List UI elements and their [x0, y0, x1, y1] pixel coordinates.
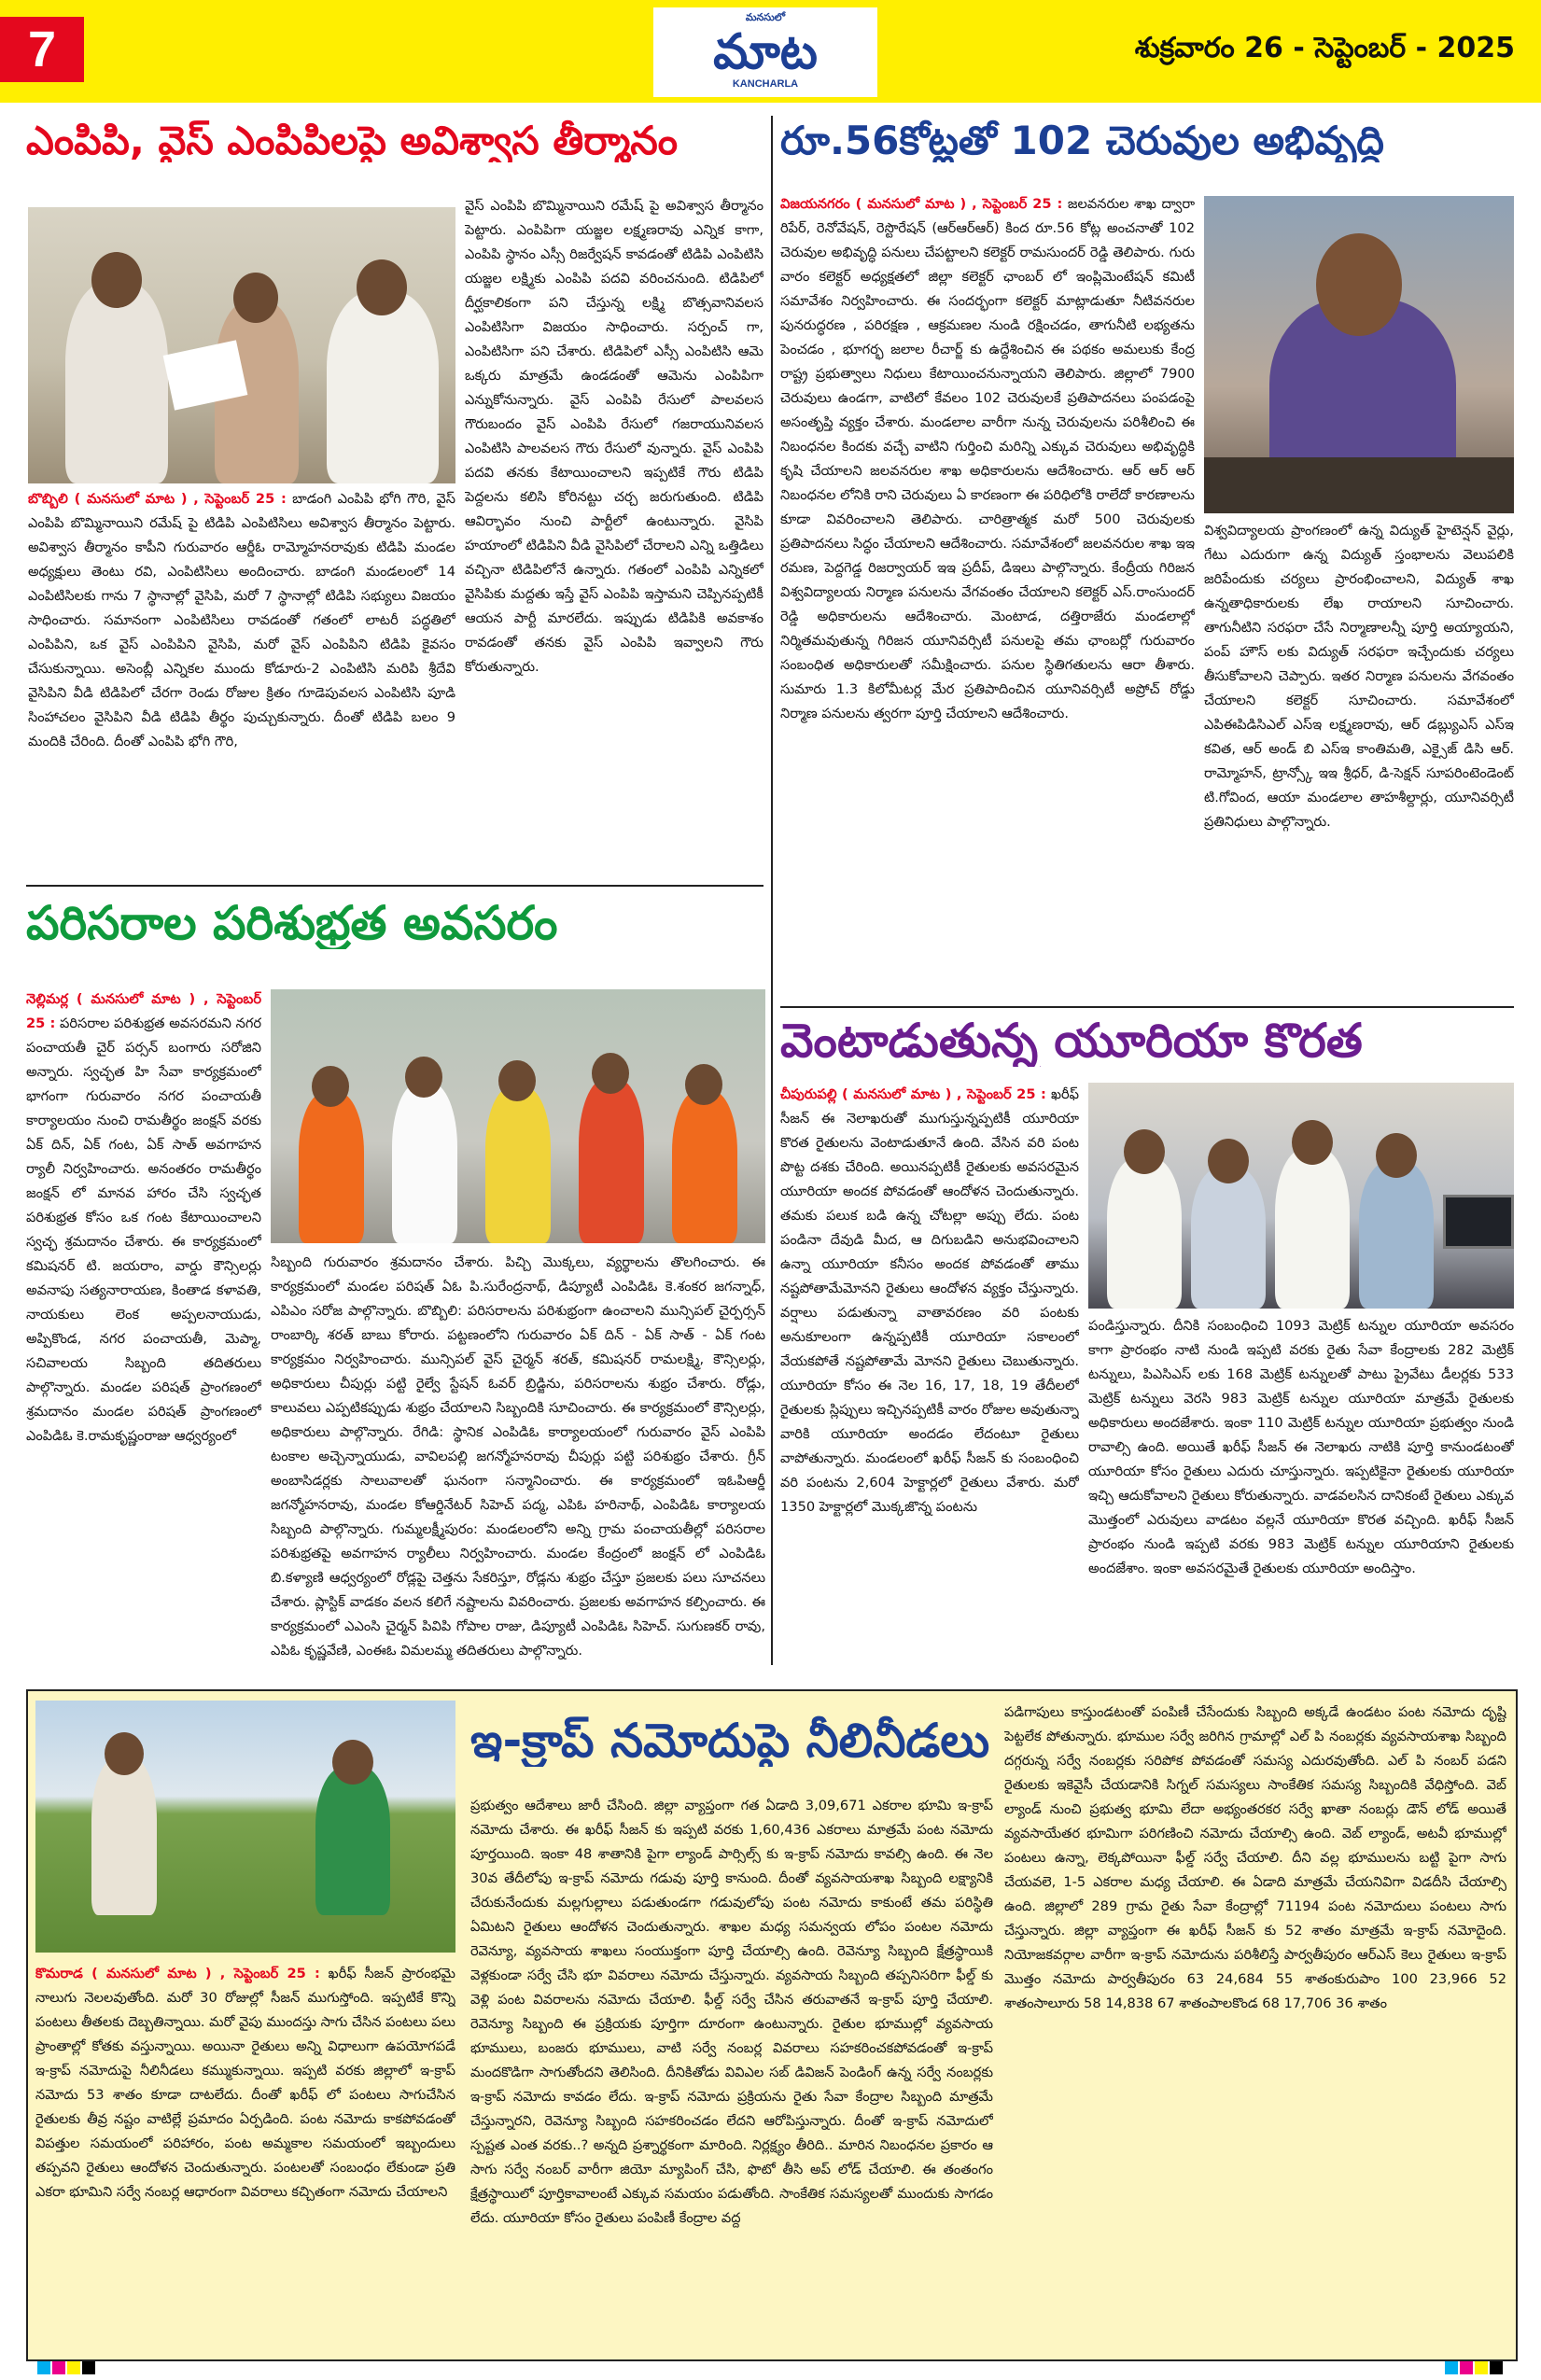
article-urea-col2 — [1088, 1314, 1514, 1669]
registration-mark — [1475, 2361, 1488, 2374]
ecrop-article-box — [26, 1689, 1518, 2361]
body-ecrop-1: ఖరీఫ్ సీజన్ ప్రారంభమై నాలుగు నెలలవుతోంది. మరో 30 రోజుల్లో సీజన్ ముగుస్తోంది. ఇప్పటికే కొన్ని పంటలు తీతలకు దెబ్బతిన్నాయి. మరో వైపు ముందస్తు సాగు చేసిన పంటలు పలు ప్రాంతాల్లో కోతకు వస్తున్నాయి. అయినా రైతులు అన్ని విధాలుగా ఉపయోగపడే ఇ-క్రాప్ నమోదుపై నీలినీడలు కమ్ముకున్నాయి. ఇప్పటి వరకు జిల్లాలో ఇ-క్రాప్ నమోదు 53 శాతం కూడా దాటలేదు. దీంతో ఖరీఫ్ లో పంటలు సాగుచేసిన రైతులకు తీవ్ర నష్టం వాటిల్లే ప్రమాదం ఏర్పడింది. పంట నమోదు కాకపోవడంతో విపత్తుల సమయంలో పరిహారం, పంట అమ్మకాల సమయంలో ఇబ్బందులు తప్పవని రైతులు ఆందోళన చెందుతున్నారు. పంటలతో సంబంధం లేకుండా ప్రతి ఎకరా భూమిని సర్వే నంబర్ల ఆధారంగా వివరాలు కచ్చితంగా నమోదు చేయాలని — [35, 1966, 455, 2200]
headline-no-confidence: ఎంపిపి, వైస్ ఎంపిపిలపై అవిశ్వాస తీర్మానం — [26, 119, 679, 163]
article-ecrop-col3 — [1004, 1701, 1506, 2350]
body-cleanliness-1: పరిసరాల పరిశుభ్రత అవసరమని నగర పంచాయతీ చైర్ పర్సన్ బంగారు సరోజిని అన్నారు. స్వచ్ఛత హి సేవా కార్యక్రమంలో భాగంగా గురువారం నగర పంచాయతీ కార్యాలయం నుంచి రామతీర్థం జంక్షన్ వరకు ఏక్ దిన్, ఏక్ గంట, ఏక్ సాత్ అవగాహన ర్యాలీ నిర్వహించారు. అనంతరం రామతీర్థం జంక్షన్ లో మానవ హారం చేసి స్వచ్ఛత పరిశుభ్రత కోసం ఒక గంట కేటాయించాలని స్వచ్ఛ శ్రమదానం చేశారు. ఈ కార్యక్రమంలో కమిషనర్ టి. జయరాం, వార్డు కౌన్సిలర్లు అవనాపు సత్యనారాయణ, కింతాడ కళావతి, నాయకులు లెంక అప్పలనాయుడు, అప్పికొండ, నగర పంచాయతీ, మెప్మా, సచివాలయ సిబ్బంది తదితరులు పాల్గొన్నారు. మండల పరిషత్ ప్రాంగణంలో శ్రమదానం మండల పరిషత్ ప్రాంగణంలో ఎంపిడిఓ కె.రామకృష్ణంరాజు ఆధ్వర్యంలో — [26, 1015, 261, 1444]
body-tanks-2: విశ్వవిద్యాలయ ప్రాంగణంలో ఉన్న విద్యుత్ హైటెన్షన్ వైర్లు, గేటు ఎదురుగా ఉన్న విద్యుత్ స్తంభాలను వెలుపలికి జరిపేందుకు చర్యలు ప్రారంభించాలని, విద్యుత్ శాఖ ఉన్నతాధికారులకు లేఖ రాయాలని సూచించారు. తాగునీటిని సరఫరా చేసే నిర్మాణాలన్నీ పూర్తి అయ్యాయని, పంప్ హౌస్ లకు విద్యుత్ సరఫరా ఇచ్చేందుకు చర్యలు తీసుకోవాలని చెప్పారు. ఇతర నిర్మాణ పనులను వేగవంతం చేయాలని కలెక్టర్ సూచించారు. సమావేశంలో ఎపిఈపిడిసిఎల్ ఎస్ఇ లక్ష్మణరావు, ఆర్ డబ్ల్యుఎస్ ఎస్ఇ కవిత, ఆర్ అండ్ బి ఎస్ఇ కాంతిమతి, ఎక్సైజ్ డిసి ఆర్. రామ్మోహన్, ట్రాన్స్కో ఇఇ శ్రీధర్, డి-సెక్షన్ సూపరింటెండెంట్ టి.గోవింద, ఆయా మండలాల తాహశీల్దార్లు, యూనివర్సిటీ ప్రతినిధులు పాల్గొన్నారు. — [1204, 523, 1514, 830]
registration-mark — [1445, 2361, 1458, 2374]
article-urea-col1 — [780, 1083, 1079, 1669]
dateline-urea: చీపురుపల్లి ( మనసులో మాట ) , సెప్టెంబర్ 25 : — [780, 1086, 1046, 1102]
body-no-confidence-1: బాడంగి ఎంపిపి భోగి గౌరి, వైస్ ఎంపిపి బొమ్మినాయిని రమేష్ పై టిడిపి ఎంపిటిసిలు అవిశ్వాస తీర్మానం పెట్టారు. అవిశ్వాస తీర్మానం కాపీని గురువారం ఆర్డీఓ రామ్మోహనరావుకు టిడిపి మండల అధ్యక్షులు తెంటు రవి, ఎంపిటిసిలు అందించారు. బాడంగి మండలంలో 14 ఎంపిటిసిలకు గాను 7 స్థానాల్లో వైసిపి, మరో 7 స్థానాల్లో టిడిపి సభ్యులు విజయం సాధించారు. సమానంగా ఎంపిటిసిలు రావడంతో గతంలో లాటరీ పద్ధతిలో ఎంపిపిని, ఒక వైస్ ఎంపిపిని వైసిపి, మరో వైస్ ఎంపిపిని టిడిపి కైవసం చేసుకున్నాయి. అసెంబ్లీ ఎన్నికల ముందు కోడూరు-2 ఎంపిటిసి మరిపి శ్రీదేవి వైసిపిని వీడి టిడిపిలో చేరగా రెండు రోజుల క్రితం గూడెపువలస ఎంపిటిసి పూడి సింహాచలం వైసిపిని వీడి టిడిపి తీర్థం పుచ్చుకున్నారు. దీంతో టిడిపి బలం 9 మందికి చేరింది. దీంతో ఎంపిపి భోగి గౌరి, — [28, 491, 455, 749]
page-number: 7 — [0, 17, 84, 82]
headline-cleanliness: పరిసరాల పరిశుభ్రత అవసరం — [26, 898, 558, 949]
dateline-ecrop: కొమరాడ ( మనసులో మాట ) , సెప్టెంబర్ 25 : — [35, 1966, 320, 1981]
photo-officials-submitting-petition — [28, 207, 455, 483]
section-divider — [780, 1006, 1514, 1008]
article-ecrop-col1 — [35, 1962, 455, 2350]
photo-collector-at-desk — [1204, 196, 1514, 513]
photo-cleanliness-drive — [271, 989, 765, 1243]
headline-urea: వెంటాడుతున్న యూరియా కొరత — [780, 1015, 1363, 1067]
body-urea-2: పండిస్తున్నారు. దీనికి సంబంధించి 1093 మెట్రిక్ టన్నుల యూరియా అవసరం కాగా ప్రారంభం నాటి నుండి ఇప్పటి వరకు రైతు సేవా కేంద్రాలకు 282 మెట్రిక్ టన్నులు, పిఎసిఎస్ లకు 168 మెట్రిక్ టన్నులతో పాటు ప్రైవేటు డీలర్లకు 533 మెట్రిక్ టన్నులు వెరసి 983 మెట్రిక్ టన్నుల యూరియా మాత్రమే రైతులకు అధికారులు అందజేశారు. ఇంకా 110 మెట్రిక్ టన్నుల యూరియా ప్రభుత్వం నుండి రావాల్సి ఉంది. అయితే ఖరీఫ్ సీజన్ ఈ నెలాఖరు నాటికి పూర్తి కానుండటంతో యూరియా కోసం రైతులు ఎదురు చూస్తున్నారు. ఇప్పటికైనా రైతులకు యూరియా ఇచ్చి ఆదుకోవాలని రైతులు కోరుతున్నారు. వాడవలసిన దానికంటే రైతులు ఎక్కువ మొత్తంలో ఎరువులు వాడటం వల్లనే యూరియా కొరత వచ్చింది. ఖరీఫ్ సీజన్ ప్రారంభం నుండి ఇప్పటి వరకు 983 మెట్రిక్ టన్నుల యూరియాని రైతులకు అందజేశాం. ఇంకా అవసరమైతే రైతులకు యూరియా అందిస్తాం. — [1088, 1318, 1514, 1576]
dateline-tanks: విజయనగరం ( మనసులో మాట ) , సెప్టెంబర్ 25 : — [780, 196, 1063, 212]
masthead — [0, 0, 1541, 103]
body-urea-1: ఖరీఫ్ సీజన్ ఈ నెలాఖరుతో ముగుస్తున్నప్పటికీ యూరియా కొరత రైతులను వెంటాడుతూనే ఉంది. వేసిన వరి పంట పొట్ట దశకు చేరింది. అయినప్పటికీ రైతులకు అవసరమైన యూరియా అందక పోవడంతో ఆందోళన చెందుతున్నారు. తమకు పలుక బడి ఉన్న చోటల్లా అప్పు లేదు. పంట పండినా దేవుడి మీద, ఆ దిగుబడిని అనుభవించాలని ఉన్నా యూరియా కనీసం అందక పోవడంతో తాము నష్టపోతామేమోనని రైతులు ఆందోళన వ్యక్తం చేస్తున్నారు. వర్షాలు పడుతున్నా వాతావరణం వరి పంటకు అనుకూలంగా ఉన్నప్పటికీ యూరియా సకాలంలో వేయకపోతే నష్టపోతామే మోనని రైతులు చెబుతున్నారు. యూరియా కోసం ఈ నెల 16, 17, 18, 19 తేదీలలో రైతులకు స్లిప్పులు ఇచ్చినప్పటికీ వారం రోజుల అవుతున్నా వారికి యూరియా అందడం లేదంటూ రైతులు వాపోతున్నారు. మండలంలో ఖరీఫ్ సీజన్ కు సంబంధించి వరి పంటను 2,604 హెక్టార్లలో రైతులు వేశారు. మరో 1350 హెక్టార్లలో మొక్కజొన్న పంటను — [780, 1086, 1079, 1515]
photo-paddy-field-survey — [35, 1701, 455, 1953]
registration-mark — [52, 2361, 65, 2374]
column-divider — [771, 116, 773, 1665]
article-tanks-col1 — [780, 192, 1195, 999]
logo-name: మాట — [713, 24, 818, 80]
dateline-cleanliness: నెల్లిమర్ల ( మనసులో మాట ) , సెప్టెంబర్ 25 : — [26, 991, 261, 1031]
body-ecrop-3: పడిగాపులు కాస్తుండటంతో పంపిణీ చేసేందుకు సిబ్బంది అక్కడే ఉండటం పంట నమోదు దృష్టి పెట్టలేక పోతున్నారు. భూముల సర్వే జరిగిన గ్రామాల్లో ఎల్ పి నంబర్లకు వ్యవసాయశాఖ సిబ్బంది దగ్గరున్న సర్వే నంబర్లకు సరిపోక పోవడంతో సమస్య ఎదురవుతోంది. ఎల్ పి నంబర్ పడని రైతులకు ఇకెవైసీ చేయడానికి సిగ్నల్ సమస్యలు సాంకేతిక సమస్య సిబ్బందికి వేధిస్తోంది. వెబ్ ల్యాండ్ నుంచి ప్రభుత్వ భూమి లేదా అభ్యంతరకర సర్వే ఖాతా నంబర్లు డౌన్ లోడ్ అయితే వ్యవసాయేతర భూమిగా పరిగణించి నమోదు చేయాల్సి ఉంది. వెబ్ ల్యాండ్, అటవీ భూముల్లో పంటలు ఉన్నా, లెక్కపోయినా ఫీల్డ్ సర్వే చేయాలి. దీని వల్ల భూములను బట్టి పైగా సాగు చేయవలె, 1-5 ఎకరాల మధ్య చేయాలి. ఈ ఏడాది మాత్రమే చేయనివిగా విడదీసి చేయాల్సి ఉంది. జిల్లాలో 289 గ్రామ రైతు సేవా కేంద్రాల్లో 71194 పంట నమోదులు పంటలు సాగు చేస్తున్నారు. జిల్లా వ్యాప్తంగా ఈ ఖరీఫ్ సీజన్ కు 52 శాతం మాత్రమే ఇ-క్రాప్ నమోదైంది. నియోజకవర్గాల వారీగా ఇ-క్రాప్ నమోదును పరిశీలిస్తే పార్వతీపురం ఆర్ఎస్ కెలు రైతులు ఇ-క్రాప్ మొత్తం నమోదు పార్వతీపురం 63 24,684 55 శాతంకురుపాం 100 23,966 52 శాతంసాలూరు 58 14,838 67 శాతంపాలకొండ 68 17,706 36 శాతం — [1004, 1704, 1506, 2011]
issue-date: శుక్రవారం 26 - సెప్టెంబర్ - 2025 — [1134, 32, 1515, 64]
body-tanks-1: జలవనరుల శాఖ ద్వారా రిపేర్, రెనోవేషన్, రెస్టొరేషన్ (ఆర్ఆర్ఆర్) కింద రూ.56 కోట్ల అంచనాతో 102 చెరువుల అభివృద్ధి పనులు చేపట్టాలని కలెక్టర్ రామసుందర్ రెడ్డి తెలిపారు. గురు వారం కలెక్టర్ అధ్యక్షతలో జిల్లా కలెక్టర్ ఛాంబర్ లో ఇంప్లిమెంటేషన్ కమిటీ సమావేశం నిర్వహించారు. ఈ సందర్భంగా కలెక్టర్ మాట్లాడుతూ నీటివనరుల పునరుద్ధరణ , పరిరక్షణ , ఆక్రమణల నుండి రక్షించడం, తాగునీటి లభ్యతను పెంచడం , భూగర్భ జలాల రీచార్జ్ కు ఉద్దేశించిన ఈ పథకం అమలుకు కేంద్ర రాష్ట్ర ప్రభుత్వాలు నిధులు కేటాయించనున్నాయని తెలిపారు. జిల్లాలో 7900 చెరువులు ఉండగా, వాటిలో కేవలం 102 చెరువులకే ప్రతిపాదనలు పంపడంపై అసంతృప్తి వ్యక్తం చేశారు. మండలాల వారీగా నున్న చెరువులను పరిశీలించి ఈ నిబంధనల కిందకు వచ్చే వాటిని గుర్తించి మరిన్ని ఎక్కువ చెరువులు అభివృద్ధికి కృషి చేయాలని జలవనరుల శాఖ అధికారులను ఆదేశించారు. ఆర్ ఆర్ ఆర్ నిబంధనల లోనికి రాని చెరువులు ఏ కారణంగా ఈ పరిధిలోకి రాలేదో కారణాలను కూడా వివరించాలని తెలిపారు. చారిత్రాత్మక మరో 500 చెరువులకు ప్రతిపాదనలు సిద్ధం చేయాలని ఆదేశించారు. సమావేశంలో జలవనరుల శాఖ ఇఇ రమణ, పెద్దగెడ్డ రిజర్వాయర్ ఇఇ ప్రదీప్, డిఇలు పాల్గొన్నారు. కేంద్రీయ గిరిజన విశ్వవిద్యాలయ నిర్మాణ పనులను వేగవంతం చేయాలని కలెక్టర్ ఎస్.రాంసుందర్ రెడ్డి అధికారులను ఆదేశించారు. మెంటాడ, దత్తిరాజేరు మండలాల్లో నిర్మితమవుతున్న గిరిజన యూనివర్సిటీ పనులపై తమ ఛాంబర్లో గురువారం సంబంధిత అధికారులతో సమీక్షించారు. పనుల స్థితిగతులను ఆరా తీశారు. సుమారు 1.3 కిలోమీటర్ల మేర ప్రతిపాదించిన యూనివర్సిటీ అప్రోచ్ రోడ్డు నిర్మాణ పనులను త్వరగా పూర్తి చేయాలని ఆదేశించారు. — [780, 196, 1195, 721]
newspaper-logo — [653, 7, 877, 97]
dateline-no-confidence: బొబ్బిలి ( మనసులో మాట ) , సెప్టెంబర్ 25 : — [28, 491, 287, 507]
registration-mark — [67, 2361, 80, 2374]
registration-mark — [82, 2361, 95, 2374]
body-ecrop-2: ప్రభుత్వం ఆదేశాలు జారీ చేసింది. జిల్లా వ్యాప్తంగా గత ఏడాది 3,09,671 ఎకరాల భూమి ఇ-క్రాప్ నమోదు చేశారు. ఈ ఖరీఫ్ సీజన్ కు ఇప్పటి వరకు 1,60,436 ఎకరాలు మాత్రమే పంట నమోదు పూర్తయింది. ఇంకా 48 శాతానికి పైగా ల్యాండ్ పార్సిల్స్ కు ఇ-క్రాప్ నమోదు కావల్సి ఉంది. ఈ నెల 30వ తేదీలోపు ఇ-క్రాప్ నమోదు గడువు పూర్తి కానుంది. దీంతో వ్యవసాయశాఖ సిబ్బంది లక్ష్యానికి చేరుకునేందుకు మల్లగుల్లాలు పడుతుండగా గడువులోపు పంట నమోదు కాకుంటే తమ పరిస్థితి ఏమిటని రైతులు ఆందోళన చెందుతున్నారు. శాఖల మధ్య సమన్వయ లోపం పంటల నమోదు రెవెన్యూ, వ్యవసాయ శాఖలు సంయుక్తంగా పూర్తి చేయాల్సి ఉంది. రెవెన్యూ సిబ్బంది క్షేత్రస్థాయికి వెళ్లకుండా సర్వే చేసి భూ వివరాలు నమోదు చేస్తున్నారు. వ్యవసాయ సిబ్బంది తప్పనిసరిగా ఫీల్డ్ కు వెళ్లి పంట వివరాలను నమోదు చేయాలి. ఫీల్డ్ సర్వే చేసిన తరువాతనే ఇ-క్రాప్ పూర్తి చేయాలి. రెవెన్యూ సిబ్బంది ఈ ప్రక్రియకు పూర్తిగా దూరంగా ఉంటున్నారు. రైతుల భూముల్లో వ్యవసాయ భూములు, బంజరు భూములు, వాటి సర్వే నంబర్ల వివరాలు సహకరించకపోవడంతో ఇ-క్రాప్ మందకొడిగా సాగుతోందని తెలిసింది. దీనికితోడు వివిఎల సబ్ డివిజన్ పెండింగ్ ఉన్న సర్వే నంబర్లకు ఇ-క్రాప్ నమోదు కావడం లేదు. ఇ-క్రాప్ నమోదు ప్రక్రియను రైతు సేవా కేంద్రాల సిబ్బంది మాత్రమే చేస్తున్నారని, రెవెన్యూ సిబ్బంది సహకరించడం లేదని ఆరోపిస్తున్నారు. దీంతో ఇ-క్రాప్ నమోదులో స్పష్టత ఎంత వరకు..? అన్నది ప్రశ్నార్థకంగా మారింది. నిర్లక్ష్యం తీరిది.. మారిన నిబంధనల ప్రకారం ఆ సాగు సర్వే నంబర్ వారీగా జియో మ్యాపింగ్ చేసి, ఫొటో తీసి అప్ లోడ్ చేయాలి. ఈ తంతంగం క్షేత్రస్థాయిలో పూర్తికావాలంటే ఎక్కువ సమయం పడుతోంది. సాంకేతిక సమస్యలతో ముందుకు సాగడం లేదు. యూరియా కోసం రైతులు పంపిణీ కేంద్రాల వద్ద — [470, 1798, 993, 2226]
article-no-confidence-col2 — [465, 194, 763, 866]
body-cleanliness-2: సిబ్బంది గురువారం శ్రమదానం చేశారు. పిచ్చి మొక్కలు, వ్యర్థాలను తొలగించారు. ఈ కార్యక్రమంలో మండల పరిషత్ ఏఓ పి.సురేంద్రనాథ్, డిప్యూటీ ఎంపిడిఓ కె.శంకర జగన్నాధ్, ఎపిఎం సరోజ పాల్గొన్నారు. బొబ్బిలి: పరిసరాలను పరిశుభ్రంగా ఉంచాలని మున్సిపల్ చైర్పర్సన్ రాంబార్కి శరత్ బాబు కోరారు. పట్టణంలోని గురువారం ఏక్ దిన్ - ఏక్ సాత్ - ఏక్ గంట కార్యక్రమం నిర్వహించారు. మున్సిపల్ వైస్ చైర్మన్ శరత్, కమిషనర్ రామలక్ష్మి, కౌన్సిలర్లు, అధికారులు చీపుర్లు పట్టి రైల్వే స్టేషన్ ఓవర్ బ్రిడ్జిను, పరిసరాలను శుభ్రం చేశారు. రోడ్లు, కాలువలు ఎప్పటికప్పుడు శుభ్రం చేయాలని సిబ్బందికి సూచించారు. ఈ కార్యక్రమంలో కౌన్సిలర్లు, అధికారులు పాల్గొన్నారు. రేగిడి: స్థానిక ఎంపిడిఓ కార్యాలయంలో గురువారం వైస్ ఎంపిపి టంకాల అచ్చెన్నాయుడు, వావిలపల్లి జగన్మోహనరావు చీపుర్లు పట్టి పరిశుభ్రం చేశారు. గ్రీన్ అంబాసిడర్లకు సాలువాలతో ఘనంగా సన్మానించారు. ఈ కార్యక్రమంలో ఇఓపిఆర్డీ జగన్మోహనరావు, మండల కోఆర్డినేటర్ సిహెచ్ పద్మ, ఎపిఓ హరినాథ్, ఎంపిడిఓ కార్యాలయ సిబ్బంది పాల్గొన్నారు. గుమ్మలక్ష్మీపురం: మండలంలోని అన్ని గ్రామ పంచాయతీల్లో పరిసరాల పరిశుభ్రతపై అవగాహన ర్యాలీలు నిర్వహించారు. మండల కేంద్రంలో జంక్షన్ లో ఎంపిడిఓ బి.కళ్యాణి ఆధ్వర్యంలో రోడ్లపై చెత్తను సేకరిస్తూ, రోడ్లను శుభ్రం చేస్తూ ప్రజలకు పలు సూచనలు చేశారు. ప్లాస్టిక్ వాడకం వలన కలిగే నష్టాలను వివరించారు. ప్రజలకు అవగాహన కల్పించారు. ఈ కార్యక్రమంలో ఎఎంసి చైర్మన్ పివిపి గోపాల రాజు, డిప్యూటీ ఎంపిడిఓ సిహెచ్. సుగుణకర్ రావు, ఎపిఓ కృష్ణవేణి, ఎంఈఓ విమలమ్మ తదితరులు పాల్గొన్నారు. — [271, 1254, 765, 1659]
photo-farmers-queue — [1088, 1083, 1514, 1309]
article-cleanliness-col1 — [26, 987, 261, 1669]
article-no-confidence-col1 — [28, 487, 455, 866]
headline-ecrop: ఇ-క్రాప్ నమోదుపై నీలినీడలు — [470, 1715, 990, 1767]
registration-mark — [37, 2361, 50, 2374]
article-cleanliness-col2 — [271, 1251, 765, 1669]
registration-mark — [1460, 2361, 1473, 2374]
article-ecrop-col2 — [470, 1794, 993, 2350]
logo-sub: KANCHARLA — [732, 78, 799, 90]
section-divider — [26, 885, 763, 887]
headline-tanks: రూ.56కోట్లతో 102 చెరువుల అభివృద్ధి — [780, 119, 1384, 163]
logo-tagline: మనసులో — [745, 11, 786, 23]
body-no-confidence-2: వైస్ ఎంపిపి బొమ్మినాయిని రమేష్ పై అవిశ్వాస తీర్మానం పెట్టారు. ఎంపిపిగా యజ్జల లక్ష్మణరావు ఎన్నిక కాగా, ఎంపిపి స్థానం ఎస్సీ రిజర్వేషన్ కావడంతో టిడిపి ఎంపిటిసి యజ్జల లక్ష్మికు ఎంపిపి పదవి వరించనుంది. టిడిపిలో దీర్ఘకాలికంగా పని చేస్తున్న లక్ష్మి బొత్సవానివలస ఎంపిటిసిగా విజయం సాధించారు. సర్పంచ్ గా, ఎంపిటిసిగా పని చేశారు. టిడిపిలో ఎస్సీ ఎంపిటిసి ఆమె ఒక్కరు మాత్రమే ఉండడంతో ఆమెను ఎంపిపిగా ఎన్నుకోనున్నారు. వైస్ ఎంపిపి రేసులో పాలవలస గౌరుబందం వైస్ ఎంపిపి రేసులో గజరాయునివలస ఎంపిటిసి పాలవలస గౌరు రేసులో వున్నారు. వైస్ ఎంపిపి పదవి తనకు కేటాయించాలని ఇప్పటికే గౌరు టిడిపి పెద్దలను కలిసి కోరినట్టు చర్చ జరుగుతుంది. టిడిపి ఆవిర్భావం నుంచి పార్టీలో ఉంటున్నారు. వైసిపి హయాంలో టిడిపిని వీడి వైసిపిలో చేరాలని ఎన్ని ఒత్తిడిలు వచ్చినా టిడిపిలోనే ఉన్నారు. గతంలో ఎంపిపి ఎన్నికలో వైసిపికు మద్దతు ఇస్తే వైస్ ఎంపిపి ఇస్తామని చెప్పినప్పటికీ ఆయన పార్టీ మారలేదు. ఇప్పుడు టిడిపికి అవకాశం రావడంతో తనకు వైస్ ఎంపిపి ఇవ్వాలని గౌరు కోరుతున్నారు. — [465, 198, 763, 675]
registration-mark — [1490, 2361, 1503, 2374]
article-tanks-col2 — [1204, 519, 1514, 999]
